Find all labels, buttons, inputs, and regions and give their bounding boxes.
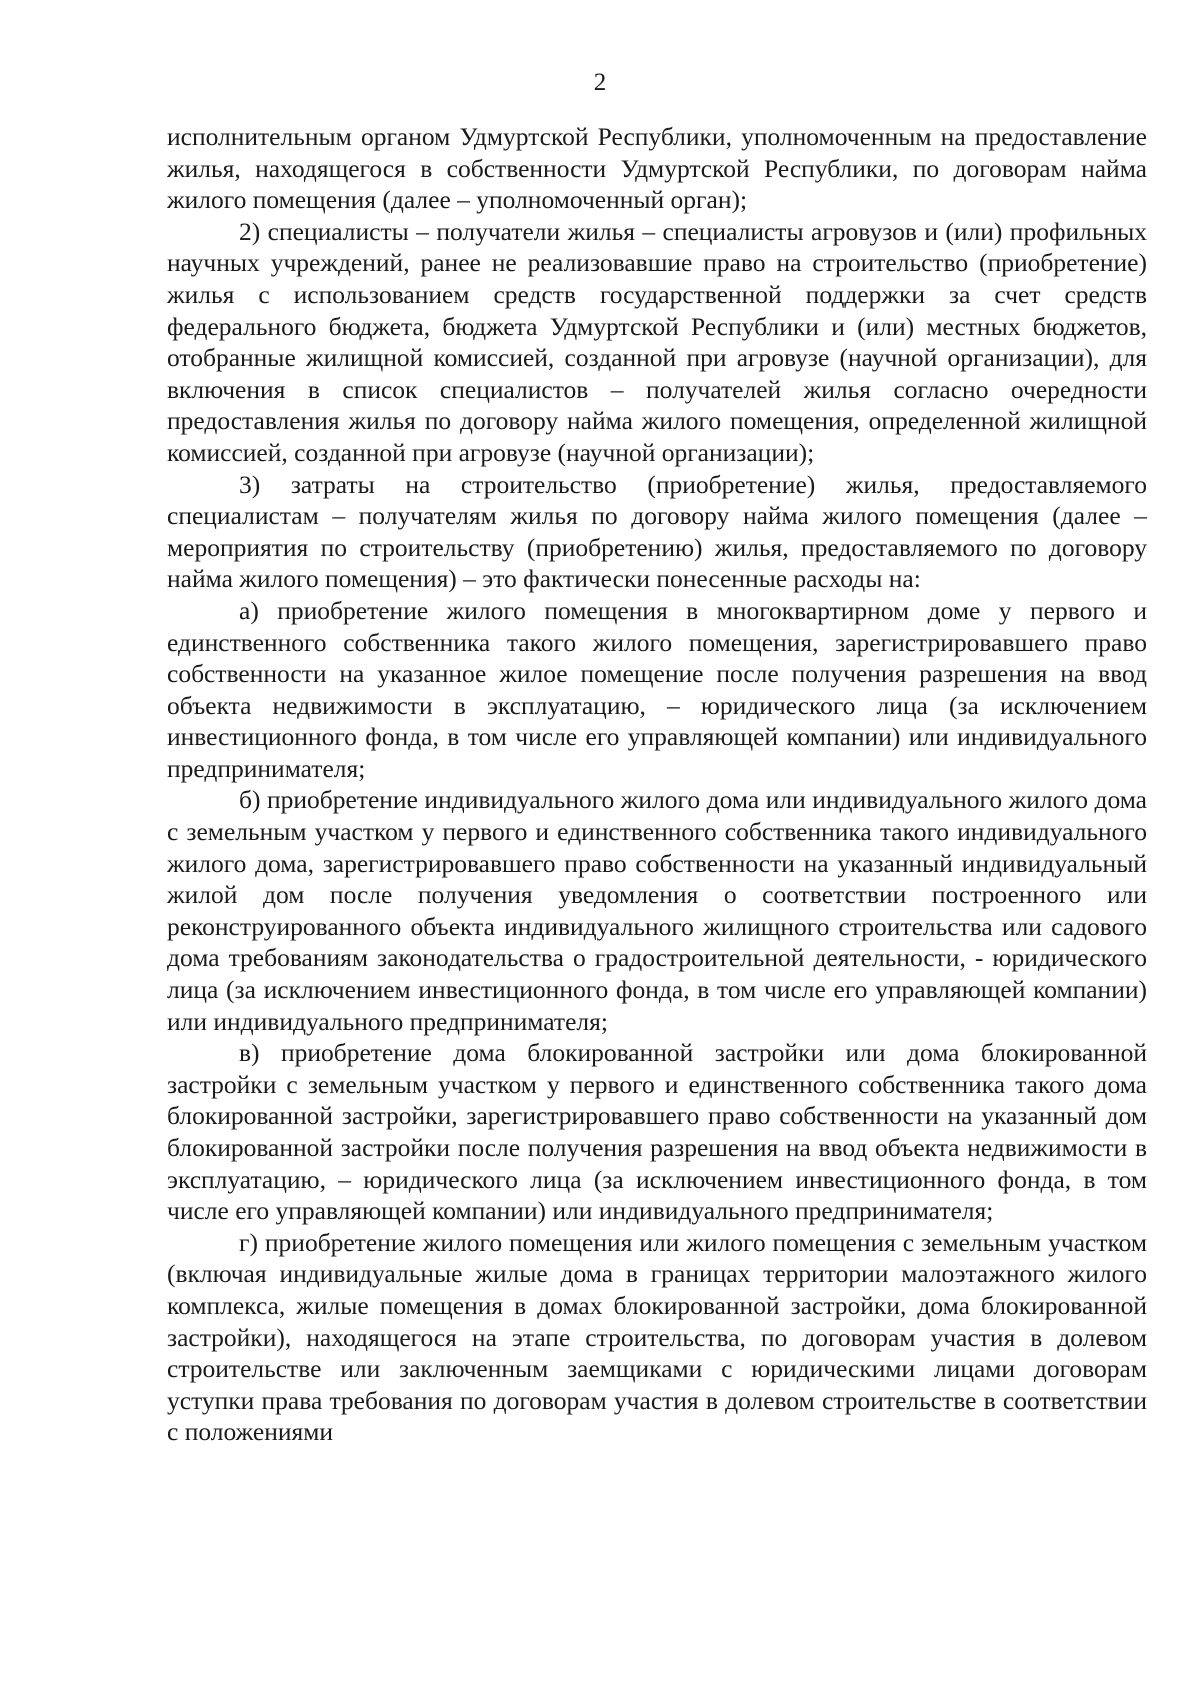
document-body	[167, 121, 1147, 1448]
paragraph-item-2: 2) специалисты – получатели жилья – специалисты агровузов и (или) профильных научных учреждений, ранее не реализовавшие право на строительство (приобретение) жилья с использованием средств государственной поддержки за счет средств федерального бюджета, бюджета Удмуртской Республики и (или) местных бюджетов, отобранные жилищной комиссией, созданной при агровузе (научной организации), для включения в список специалистов – получателей жилья согласно очередности предоставления жилья по договору найма жилого помещения, определенной жилищной комиссией, созданной при агровузе (научной организации);	[167, 216, 1147, 467]
paragraph-continuation: исполнительным органом Удмуртской Республики, уполномоченным на предоставление жилья, находящегося в собственности Удмуртской Республики, по договорам найма жилого помещения (далее – уполномоченный орган);	[167, 122, 1147, 215]
paragraph-item-3: 3) затраты на строительство (приобретение) жилья, предоставляемого специалистам – получателям жилья по договору найма жилого помещения (далее – мероприятия по строительству (приобретению) жилья, предоставляемого по договору найма жилого помещения) – это фактически понесенные расходы на:	[167, 469, 1147, 594]
paragraph-item-g: г) приобретение жилого помещения или жилого помещения с земельным участком (включая индивидуальные жилые дома в границах территории малоэтажного жилого комплекса, жилые помещения в домах блокированной застройки, дома блокированной застройки), находящегося на этапе строительства, по договорам участия в долевом строительстве или заключенным заемщиками с юридическими лицами договорам уступки права требования по договорам участия в долевом строительстве в соответствии с положениями	[167, 1227, 1147, 1447]
page-number: 2	[593, 69, 607, 96]
paragraph-item-v: в) приобретение дома блокированной застройки или дома блокированной застройки с земельным участком у первого и единственного собственника такого дома блокированной застройки, зарегистрировавшего право собственности на указанный дом блокированной застройки после получения разрешения на ввод объекта недвижимости в эксплуатацию, – юридического лица (за исключением инвестиционного фонда, в том числе его управляющей компании) или индивидуального предпринимателя;	[167, 1038, 1147, 1226]
paragraph-item-a: а) приобретение жилого помещения в многоквартирном доме у первого и единственного собственника такого жилого помещения, зарегистрировавшего право собственности на указанное жилое помещение после получения разрешения на ввод объекта недвижимости в эксплуатацию, – юридического лица (за исключением инвестиционного фонда, в том числе его управляющей компании) или индивидуального предпринимателя;	[167, 595, 1147, 783]
paragraph-item-b: б) приобретение индивидуального жилого дома или индивидуального жилого дома с земельным участком у первого и единственного собственника такого индивидуального жилого дома, зарегистрировавшего право собственности на указанный индивидуальный жилой дом после получения уведомления о соответствии построенного или реконструированного объекта индивидуального жилищного строительства или садового дома требованиям законодательства о градостроительной деятельности, - юридического лица (за исключением инвестиционного фонда, в том числе его управляющей компании) или индивидуального предпринимателя;	[167, 785, 1147, 1036]
